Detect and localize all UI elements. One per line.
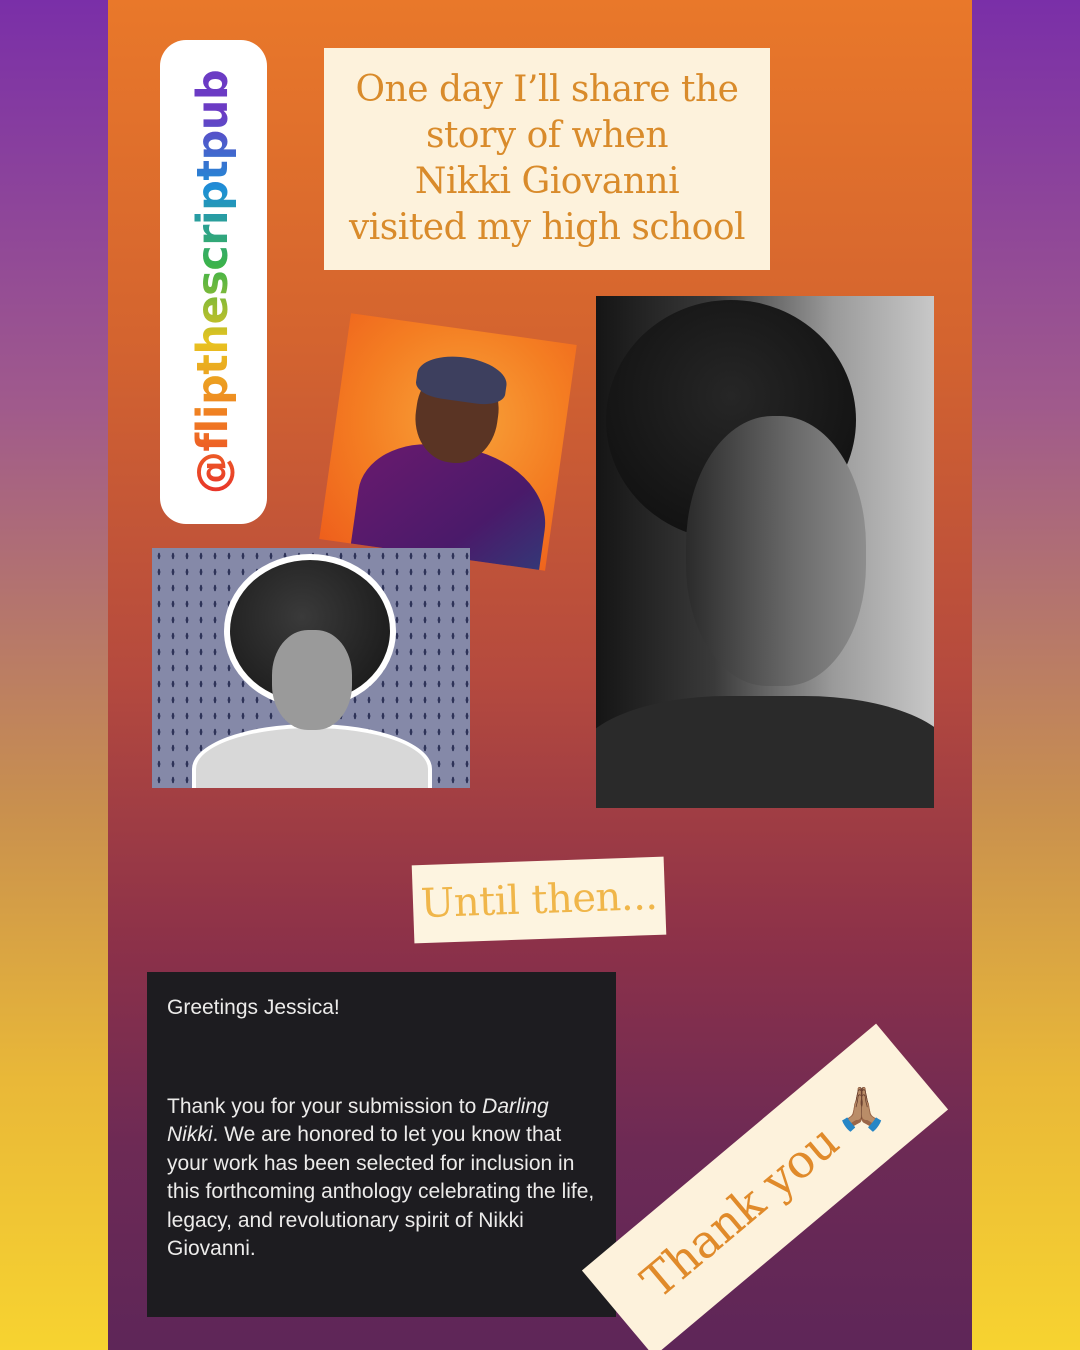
until-then-sticker <box>412 857 667 944</box>
acceptance-letter <box>147 972 616 1317</box>
letter-book-title: Darling Nikki <box>167 1094 549 1146</box>
story-canvas <box>108 0 972 1350</box>
headline-text: One day I’ll share the story of when Nikki Giovanni visited my high school <box>348 69 746 248</box>
portrait-photo-halftone <box>152 548 470 788</box>
praying-hands-icon: 🙏🏽 <box>835 1084 888 1132</box>
portrait-shirt <box>192 724 432 788</box>
letter-body-end: . We are honored to let you know that your work has been selected for inclusion in this forthcoming anthology celebrating the life, legacy, and revolutionary spirit of Nikki Giovanni. <box>167 1123 595 1260</box>
portrait-dress <box>596 696 934 808</box>
portrait-face <box>272 630 352 730</box>
headline-sticker <box>324 48 770 270</box>
letter-body <box>167 1093 596 1264</box>
thank-you-text: Thank you <box>630 1113 849 1309</box>
portrait-photo-bw <box>596 296 934 808</box>
portrait-face <box>686 416 866 686</box>
handle-sticker[interactable] <box>160 40 267 524</box>
letter-greeting: Greetings Jessica! <box>167 996 340 1019</box>
portrait-photo-older <box>319 313 577 571</box>
letter-body-start: Thank you for your submission to <box>167 1094 483 1118</box>
thank-you-sticker <box>582 1024 948 1350</box>
until-then-text: Until then... <box>419 872 659 928</box>
handle-text: @flipthescriptpub <box>188 69 238 495</box>
